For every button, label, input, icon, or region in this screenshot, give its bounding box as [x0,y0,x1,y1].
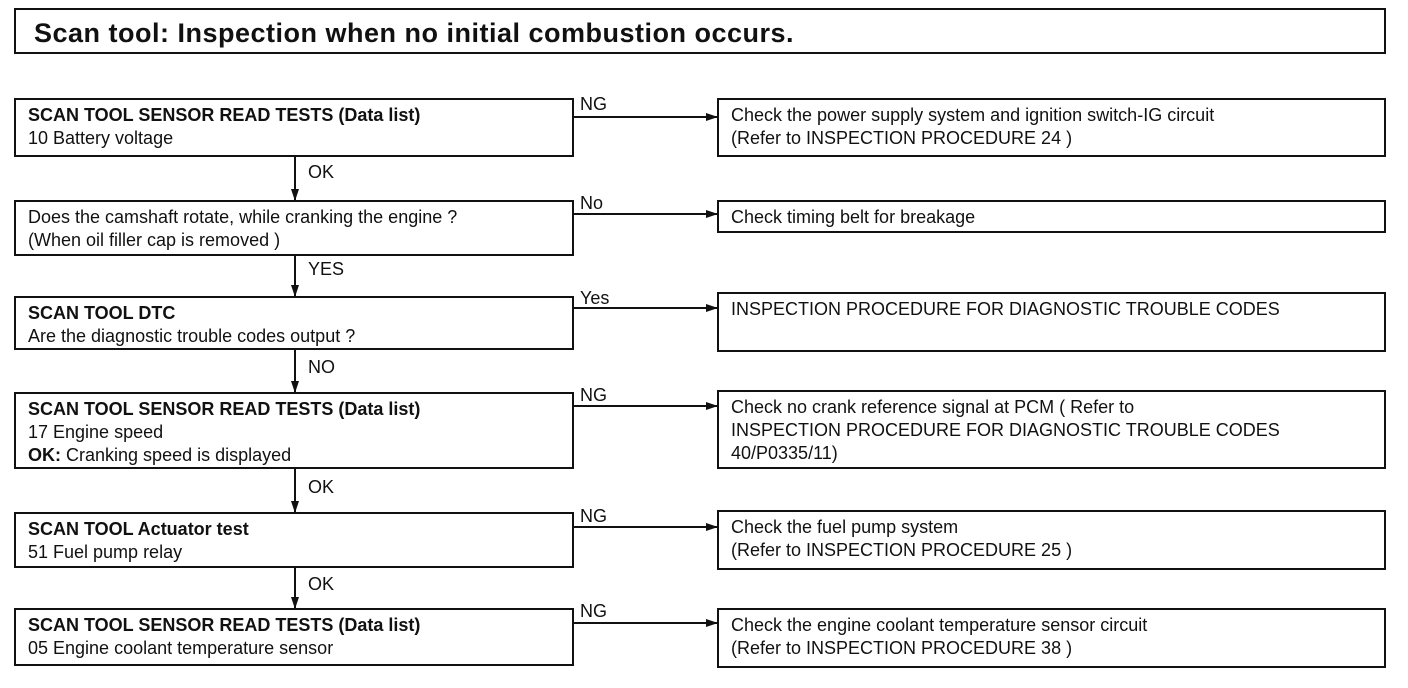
result-5-line-2: (Refer to INSPECTION PROCEDURE 25 ) [731,540,1073,560]
page-title: Scan tool: Inspection when no initial combustion occurs. [34,18,795,48]
branch-label-2: No [580,193,604,213]
step-box-1 [14,98,574,157]
step-4-ok-prefix: OK: [28,445,61,465]
step-6-heading-suffix: (Data list) [333,615,421,635]
next-label-2: YES [308,259,345,279]
step-3-heading: SCAN TOOL DTC [28,303,176,323]
step-1-heading: SCAN TOOL SENSOR READ TESTS [28,105,334,125]
step-4-line-3: Cranking speed is displayed [66,445,292,465]
result-3-line-1: INSPECTION PROCEDURE FOR DIAGNOSTIC TROUBLE CODES [731,299,1280,319]
step-6-line-2: 05 Engine coolant temperature sensor [28,638,334,658]
result-4-line-3: 40/P0335/11) [731,443,838,463]
step-3-line-2: Are the diagnostic trouble codes output ? [28,326,356,346]
result-box-6 [717,608,1386,668]
step-2-line-2: (When oil filler cap is removed ) [28,230,281,250]
step-5-line-2: 51 Fuel pump relay [28,542,183,562]
result-4-line-2: INSPECTION PROCEDURE FOR DIAGNOSTIC TROUBLE CODES [731,420,1280,440]
result-box-1 [717,98,1386,157]
branch-label-4: NG [580,385,607,405]
result-1-line-1: Check the power supply system and ignition switch-IG circuit [731,105,1215,125]
result-box-5 [717,510,1386,570]
result-4-line-1: Check no crank reference signal at PCM ( Refer to [731,397,1135,417]
result-6-line-1: Check the engine coolant temperature sensor circuit [731,615,1148,635]
branch-label-5: NG [580,506,607,526]
result-box-3 [717,292,1386,352]
step-box-5 [14,512,574,568]
step-4-heading: SCAN TOOL SENSOR READ TESTS [28,399,334,419]
step-5-heading: SCAN TOOL Actuator test [28,519,249,539]
step-box-3 [14,296,574,350]
step-1-line-2: 10 Battery voltage [28,128,174,148]
next-label-4: OK [308,477,335,497]
branch-label-6: NG [580,601,607,621]
branch-label-3: Yes [580,288,610,308]
result-1-line-2: (Refer to INSPECTION PROCEDURE 24 ) [731,128,1073,148]
step-4-line-2: 17 Engine speed [28,422,164,442]
next-label-5: OK [308,574,335,594]
step-6-heading: SCAN TOOL SENSOR READ TESTS [28,615,334,635]
result-6-line-2: (Refer to INSPECTION PROCEDURE 38 ) [731,638,1073,658]
branch-label-1: NG [580,94,607,114]
step-4-heading-suffix: (Data list) [333,399,421,419]
step-1-heading-suffix: (Data list) [333,105,421,125]
next-label-3: NO [308,357,335,377]
result-box-2 [717,200,1386,233]
step-box-2 [14,200,574,256]
step-2-line-1: Does the camshaft rotate, while cranking the engine ? [28,207,458,227]
result-2-line-1: Check timing belt for breakage [731,207,976,227]
step-box-4 [14,392,574,469]
result-5-line-1: Check the fuel pump system [731,517,959,537]
step-box-6 [14,608,574,666]
next-label-1: OK [308,162,335,182]
result-box-4 [717,390,1386,469]
